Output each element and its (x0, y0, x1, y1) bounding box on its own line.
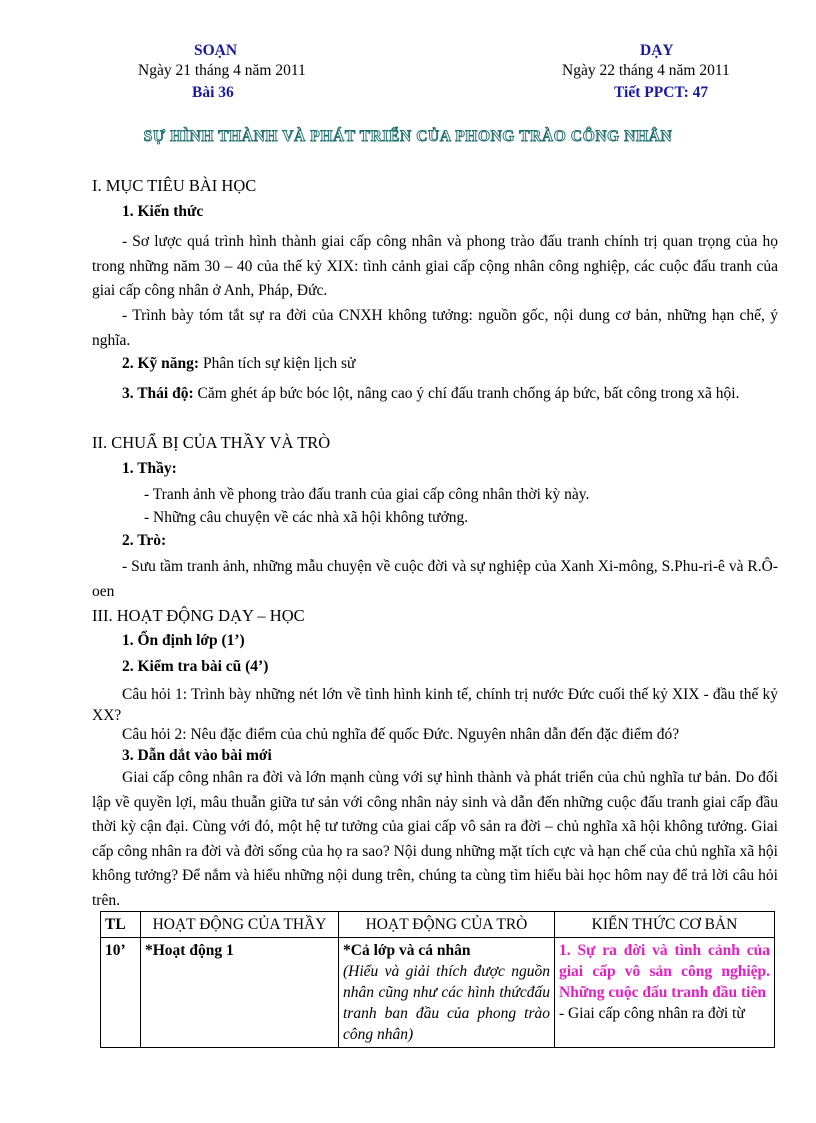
section-2-heading: II. CHUẨ BỊ CỦA THẦY VÀ TRÒ (92, 433, 331, 452)
knowledge-text-1: - Sơ lược quá trình hình thành giai cấp công nhân và phong trào đấu tranh chính trị quan trọng của họ trong những năm 30 – 40 của thế kỷ XIX: tình cảnh giai cấp cộng nhân công nghiệp, các cuộc đấu tranh của giai cấp công nhân ở Anh, Pháp, Đức. (92, 233, 778, 299)
intro-paragraph (92, 766, 778, 913)
attitude-label: 3. Thái độ: (122, 385, 194, 402)
cell-knowledge (555, 938, 775, 1048)
teacher-item: - Tranh ảnh về phong trào đấu tranh của giai cấp công nhân thời kỳ này. (144, 486, 590, 503)
col-header-knowledge: KIẾN THỨC CƠ BẢN (555, 912, 775, 938)
table-row (101, 938, 775, 1048)
col-header-teacher: HOẠT ĐỘNG CỦA THẦY (141, 912, 339, 938)
section-1-heading: I. MỤC TIÊU BÀI HỌC (92, 176, 257, 195)
knowledge-paragraph-2 (92, 304, 778, 353)
question-2: Câu hỏi 2: Nêu đặc điểm của chủ nghĩa đế quốc Đức. Nguyên nhân dẫn đến đặc điểm đó? (122, 726, 680, 743)
teacher-item: - Những câu chuyện về các nhà xã hội không tưởng. (144, 509, 469, 526)
period-number: Tiết PPCT: 47 (614, 84, 709, 101)
intro-text: Giai cấp công nhân ra đời và lớn mạnh cùng với sự hình thành và phát triển của chủ nghĩa tư bản. Do đối lập về quyền lợi, mâu thuẫn giữa tư sản với công nhân nảy sinh và dẫn đến những cuộc đấu tranh giai cấp đầu thời kỳ cận đại. Cùng với đó, một hệ tư tưởng của giai cấp vô sản ra đời – chủ nghĩa xã hội không tưởng. Giai cấp công nhân ra đời và đời sống của họ ra sao? Nội dung những mặt tích cực và hạn chế của chủ nghĩa xã hội không tưởng? Để nắm và hiểu những nội dung trên, chúng ta cùng tìm hiểu bài học hôm nay để trả lời câu hỏi trên. (92, 769, 778, 909)
cell-time: 10’ (101, 938, 141, 1048)
attitude-paragraph (92, 382, 778, 407)
skill-text: Phân tích sự kiện lịch sử (199, 355, 356, 372)
step-3: 3. Dẫn dắt vào bài mới (122, 747, 272, 764)
page-title: SỰ HÌNH THÀNH VÀ PHÁT TRIỂN CỦA PHONG TRÀO CÔNG NHÂN (143, 128, 673, 145)
composed-date: Ngày 21 tháng 4 năm 2011 (138, 62, 306, 79)
student-text: - Sưu tầm tranh ảnh, những mẫu chuyện về cuộc đời và sự nghiệp của Xanh Xi-mông, S.Phu-ri-ê và R.Ô-oen (92, 558, 778, 600)
student-paragraph (92, 555, 778, 604)
table-header-row (101, 912, 775, 938)
knowledge-paragraph-1 (92, 230, 778, 304)
knowledge-text-2: - Trình bày tóm tắt sự ra đời của CNXH không tưởng: nguồn gốc, nội dung cơ bản, những hạn chế, ý nghĩa. (92, 307, 778, 349)
cell-teacher: *Hoạt động 1 (141, 938, 339, 1048)
skill-label: 2. Kỹ năng: (122, 355, 200, 372)
knowledge-section-title: 1. Sự ra đời và tình cảnh của giai cấp vô sản công nghiệp. Những cuộc đấu tranh đầu tiên (559, 942, 770, 1001)
question-1 (92, 684, 778, 726)
step-1: 1. Ổn định lớp (1’) (122, 632, 245, 649)
taught-label: DẠY (640, 42, 674, 59)
lesson-table (100, 911, 775, 1048)
knowledge-heading: 1. Kiến thức (122, 203, 204, 220)
attitude-text: Căm ghét áp bức bóc lột, nâng cao ý chí đấu tranh chống áp bức, bất công trong xã hội. (193, 385, 740, 402)
student-activity-desc: (Hiểu và giải thích được nguồn nhân cũng như các hình thứcđấu tranh ban đầu của phong trào công nhân) (343, 963, 550, 1043)
step-2: 2. Kiểm tra bài cũ (4’) (122, 658, 269, 675)
student-activity-title: *Cả lớp và cá nhân (343, 942, 471, 959)
question-1-text: Câu hỏi 1: Trình bày những nét lớn về tình hình kinh tế, chính trị nước Đức cuối thế kỷ XIX - đầu thế kỷ XX? (92, 686, 778, 724)
section-3-heading: III. HOẠT ĐỘNG DẠY – HỌC (92, 606, 305, 625)
cell-student (339, 938, 555, 1048)
taught-date: Ngày 22 tháng 4 năm 2011 (562, 62, 730, 79)
composed-label: SOẠN (194, 42, 238, 59)
col-header-tl: TL (101, 912, 141, 938)
col-header-student: HOẠT ĐỘNG CỦA TRÒ (339, 912, 555, 938)
lesson-number: Bài 36 (192, 84, 234, 101)
skill-line (122, 355, 355, 373)
student-heading: 2. Trò: (122, 532, 167, 549)
teacher-heading: 1. Thầy: (122, 460, 177, 477)
knowledge-section-text: - Giai cấp công nhân ra đời từ (559, 1005, 745, 1022)
